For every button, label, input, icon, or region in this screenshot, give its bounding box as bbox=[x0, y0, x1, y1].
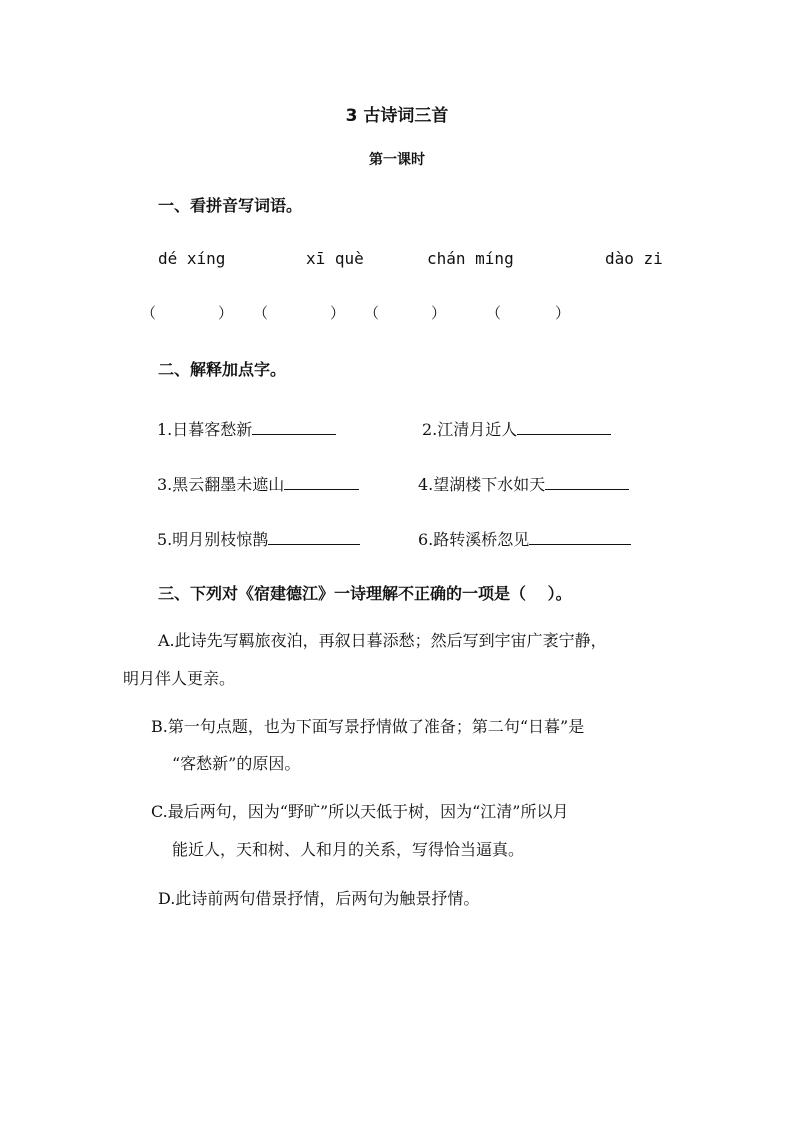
answer-blank[interactable] bbox=[284, 473, 359, 490]
section2-heading: 二、解释加点字。 bbox=[158, 360, 287, 379]
option-b-line2: “客愁新”的原因。 bbox=[172, 754, 301, 773]
option-c-line1[interactable]: C.最后两句，因为“野旷”所以天低于树，因为“江清”所以月 bbox=[151, 802, 569, 821]
answer-blank[interactable] bbox=[252, 418, 336, 435]
explain-item-text: 3.黑云翻墨未遮山 bbox=[157, 475, 285, 494]
explain-item-4 bbox=[418, 472, 629, 495]
pinyin-1: dé xíng bbox=[158, 249, 226, 268]
answer-paren-close-1: ） bbox=[218, 304, 234, 322]
option-c-line2: 能近人，天和树、人和月的关系，写得恰当逼真。 bbox=[172, 840, 525, 859]
answer-blank[interactable] bbox=[545, 473, 629, 490]
pinyin-4: dào zi bbox=[605, 249, 663, 268]
option-a-line1[interactable]: A.此诗先写羁旅夜泊，再叙日暮添愁；然后写到宇宙广袤宁静， bbox=[158, 631, 607, 650]
explain-item-6 bbox=[418, 527, 631, 550]
explain-item-text: 5.明月别枝惊鹊 bbox=[157, 530, 269, 549]
explain-item-text: 4.望湖楼下水如天 bbox=[418, 475, 546, 494]
answer-blank[interactable] bbox=[529, 528, 631, 545]
answer-paren-open-4: （ bbox=[486, 304, 502, 322]
answer-paren-open-1: （ bbox=[141, 304, 157, 322]
explain-item-5 bbox=[157, 527, 360, 550]
section1-heading: 一、看拼音写词语。 bbox=[158, 196, 303, 215]
answer-blank[interactable] bbox=[268, 528, 360, 545]
section3-heading: 三、下列对《宿建德江》一诗理解不正确的一项是（ ）。 bbox=[158, 584, 572, 603]
option-a-line2: 明月伴人更亲。 bbox=[123, 669, 236, 688]
explain-item-1 bbox=[157, 417, 336, 440]
page-title: 3 古诗词三首 bbox=[345, 106, 449, 126]
answer-paren-close-3: ） bbox=[431, 304, 447, 322]
pinyin-3: chán míng bbox=[427, 249, 514, 268]
explain-item-text: 6.路转溪桥忽见 bbox=[418, 530, 530, 549]
explain-item-text: 1.日暮客愁新 bbox=[157, 420, 253, 439]
answer-blank[interactable] bbox=[517, 418, 611, 435]
answer-paren-close-2: ） bbox=[330, 304, 346, 322]
explain-item-text: 2.江清月近人 bbox=[422, 420, 518, 439]
answer-paren-open-2: （ bbox=[253, 304, 269, 322]
lesson-subtitle: 第一课时 bbox=[369, 152, 425, 168]
option-b-line1[interactable]: B.第一句点题，也为下面写景抒情做了准备；第二句“日暮”是 bbox=[151, 717, 585, 736]
pinyin-2: xī què bbox=[306, 249, 364, 268]
answer-paren-open-3: （ bbox=[364, 304, 380, 322]
explain-item-3 bbox=[157, 472, 359, 495]
explain-item-2 bbox=[422, 417, 611, 440]
answer-paren-close-4: ） bbox=[555, 304, 571, 322]
option-d-line1[interactable]: D.此诗前两句借景抒情，后两句为触景抒情。 bbox=[158, 889, 480, 908]
